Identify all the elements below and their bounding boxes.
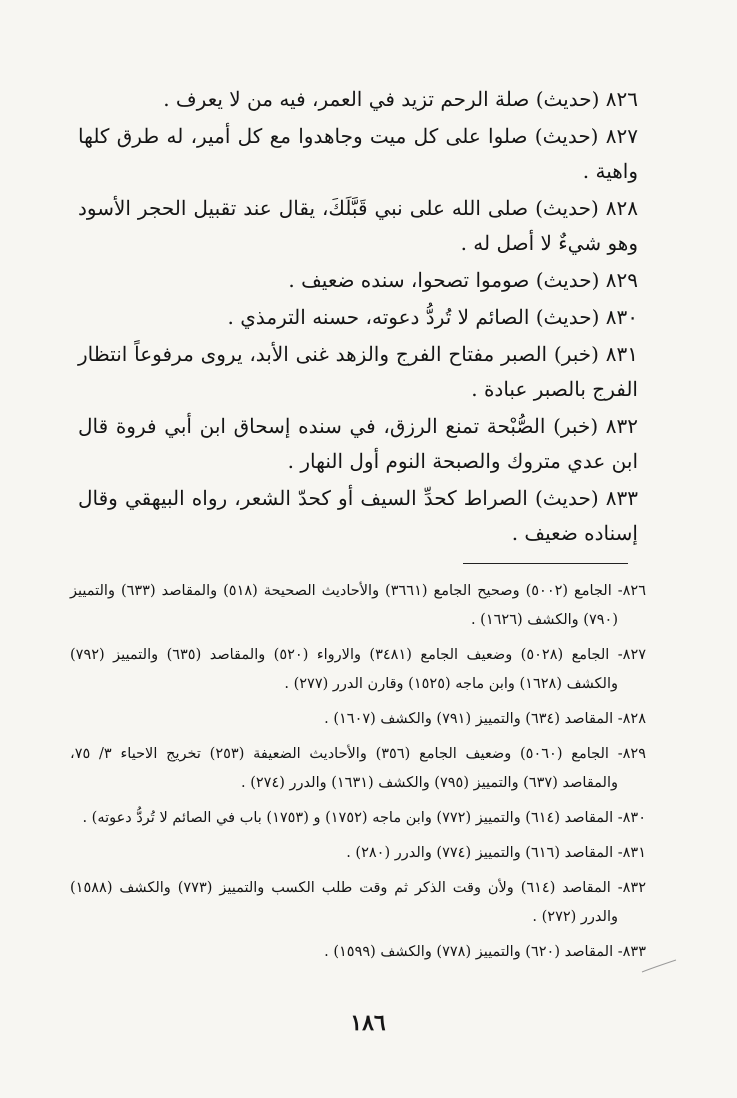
footnote-827: ٨٢٧- الجامع (٥٠٢٨) وضعيف الجامع (٣٤٨١) والارواء (٥٢٠) والمقاصد (٦٣٥) والتمييز (٧٩٢) والكشف (١٦٢٨) وابن ماجه (١٥٢٥) وقارن الدرر (٢٧٧) .	[70, 647, 647, 692]
footnote-divider	[463, 563, 628, 564]
footnote-830: ٨٣٠- المقاصد (٦١٤) والتمييز (٧٧٢) وابن ماجه (١٧٥٢) و (١٧٥٣) باب في الصائم لا تُردُّ دعوته) .	[82, 810, 646, 826]
footnote-832: ٨٣٢- المقاصد (٦١٤) ولأن وقت الذكر ثم وقت طلب الكسب والتمييز (٧٧٣) والكشف (١٥٨٨) والدرر (٢٧٢) .	[70, 880, 646, 925]
entry-833: ٨٣٣ (حديث) الصراط كحدِّ السيف أو كحدّ الشعر، رواه البيهقي وقال إسناده ضعيف .	[78, 486, 638, 545]
entry-829: ٨٢٩ (حديث) صوموا تصحوا، سنده ضعيف .	[288, 268, 638, 292]
footnote-831: ٨٣١- المقاصد (٦١٦) والتمييز (٧٧٤) والدرر (٢٨٠) .	[346, 845, 646, 861]
footnote-828: ٨٢٨- المقاصد (٦٣٤) والتمييز (٧٩١) والكشف (١٦٠٧) .	[324, 711, 646, 727]
footnote-829: ٨٢٩- الجامع (٥٠٦٠) وضعيف الجامع (٣٥٦) والأحاديث الضعيفة (٢٥٣) تخريج الاحياء ٣/ ٧٥، والمقاصد (٦٣٧) والتمييز (٧٩٥) والكشف (١٦٣١) والدرر (٢٧٤) .	[70, 746, 647, 791]
entry-830: ٨٣٠ (حديث) الصائم لا تُردُّ دعوته، حسنه الترمذي .	[227, 305, 638, 329]
entry-828: ٨٢٨ (حديث) صلى الله على نبي قَبَّلَكَ، يقال عند تقبيل الحجر الأسود وهو شيءٌ لا أصل له .	[78, 196, 638, 255]
entry-827: ٨٢٧ (حديث) صلوا على كل ميت وجاهدوا مع كل أمير، له طرق كلها واهية .	[78, 124, 638, 183]
entry-832: ٨٣٢ (خبر) الصُّبْحة تمنع الرزق، في سنده إسحاق ابن أبي فروة قال ابن عدي متروك والصبحة النوم أول النهار .	[78, 414, 638, 473]
entry-831: ٨٣١ (خبر) الصبر مفتاح الفرج والزهد غنى الأبد، يروى مرفوعاً انتظار الفرج بالصبر عبادة .	[78, 342, 638, 401]
footnote-826: ٨٢٦- الجامع (٥٠٠٢) وصحيح الجامع (٣٦٦١) والأحاديث الصحيحة (٥١٨) والمقاصد (٦٣٣) والتمييز (٧٩٠) والكشف (١٦٢٦) .	[70, 583, 647, 628]
main-text	[78, 82, 638, 553]
footnotes	[70, 577, 646, 973]
footnote-833: ٨٣٣- المقاصد (٦٢٠) والتمييز (٧٧٨) والكشف (١٥٩٩) .	[324, 944, 646, 960]
page-number: ١٨٦	[350, 1010, 386, 1036]
margin-mark-icon	[640, 956, 680, 976]
entry-826: ٨٢٦ (حديث) صلة الرحم تزيد في العمر، فيه من لا يعرف .	[163, 87, 638, 111]
